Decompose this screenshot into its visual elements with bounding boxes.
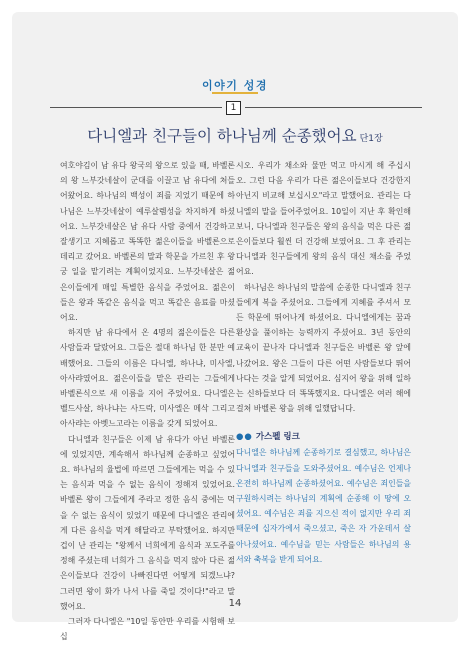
gospel-link-title: 가스펠 링크 [255, 432, 300, 443]
scripture-reference: 단1장 [359, 134, 383, 144]
paragraph: 하나님은 하나님의 말씀에 순종한 다니엘과 친구들에게 복을 주셨어요. 그들에게 지혜를 주셔서 모든 학문에 뛰어나게 하셨어요. 다니엘에게는 꿈과 환상을 풀이하는 능력까지 주셨어요. 3년 동안의 교육이 끝나자 다니엘과 친구들은 바벨론 왕 앞에 나갔어요. 왕은 그들이 다른 어떤 사람들보다 뛰어나다는 것을 알게 되었어요. 심지어 왕을 위해 일하는 신하들보다 더 똑똑했지요. 다니엘은 여러 해에 걸쳐 바벨론 왕을 위해 일했답니다. [236, 282, 411, 414]
page-number: 14 [228, 598, 242, 609]
paragraph: 시오. 우리가 채소와 물만 먹고 마시게 해 주십시오. 그런 다음 우리가 다른 젊은이들보다 건강한지 아닌지 비교해 보십시오"라고 말했어요. 관리는 다니엘의 말을 들어주었어요. 10일이 지난 후 확인해 보니, 다니엘과 친구들은 왕의 음식을 먹은 다른 젊은이들보다 훨씬 더 건강해 보였어요. 그 후 관리는 다니엘과 친구들에게 왕의 음식 대신 채소를 주었어요. [236, 161, 411, 277]
chapter-rule-right [245, 107, 422, 108]
story-title-text: 다니엘과 친구들이 하나님께 순종했어요 [87, 127, 357, 145]
bullet-dots-icon: ●● [236, 432, 253, 443]
section-label: 이야기 성경 [202, 79, 268, 92]
gospel-link-text: 다니엘은 하나님께 순종하기로 결심했고, 하나님은 다니엘과 친구들을 도와주셨어요. 예수님은 언제나 온전히 하나님께 순종하셨어요. 예수님은 죄인들을 구원하시려는 하나님의 계획에 순종해 이 땅에 오셨어요. 예수님은 죄를 지으신 적이 없지만 우리 죄 때문에 십자가에서 죽으셨고, 죽은 자 가운데서 살아나셨어요. 예수님을 믿는 사람들은 하나님의 용서와 축복을 받게 되어요. [236, 448, 411, 564]
right-column [236, 158, 411, 567]
paragraph: 다니엘과 친구들은 이제 남 유다가 아닌 바벨론에 있었지만, 계속해서 하나님께 순종하고 싶었어요. 하나님의 율법에 따르면 그들에게는 먹을 수 있는 음식과 먹을 수 없는 음식이 정해져 있었어요. 바벨론 왕이 그들에게 주라고 정한 음식 중에는 먹을 수 없는 음식이 있었기 때문에 다니엘은 관리에게 다른 음식을 먹게 해달라고 부탁했어요. 하지만 겁이 난 관리는 "왕께서 너희에게 음식과 포도주를 정해 주셨는데 너희가 그 음식을 먹지 않아 다른 젊은이들보다 건강이 나빠진다면 어떻게 되겠느냐? 그러면 왕이 화가 나서 나를 죽일 것이다!"라고 말했어요. [60, 434, 235, 611]
chapter-rule-left [50, 107, 222, 108]
section-underline [212, 92, 258, 94]
story-title [0, 124, 470, 146]
chapter-number-badge: 1 [226, 101, 241, 115]
left-column [60, 158, 235, 645]
paragraph: 여호야김이 남 유다 왕국의 왕으로 있을 때, 바벨론의 왕 느부갓네살이 군대를 이끌고 남 유다에 쳐들어왔어요. 하나님의 백성이 죄를 지었기 때문에 하나님은 느부갓네살이 예루살렘성을 차지하게 하셨어요. 느부갓네살은 남 유다 사람 중에서 건강하고 잘생기고 지혜롭고 똑똑한 젊은이들을 바벨론으로 데리고 갔어요. 바벨론의 말과 학문을 가르친 후 왕궁 일을 맡기려는 계획이었지요. 느부갓네살은 젊은이들에게 매일 특별한 음식을 주었어요. 젊은이들은 왕과 똑같은 음식을 먹고 똑같은 음료를 마셨어요. [60, 161, 235, 323]
paragraph: 하지만 남 유다에서 온 4명의 젊은이들은 다른 사람들과 달랐어요. 그들은 절대 하나님 한 분만 예배했어요. 그들의 이름은 다니엘, 하나냐, 미사엘, 아사랴였어요. 젊은이들을 맡은 관리는 그들에게 바벨론식으로 새 이름을 지어 주었어요. 다니엘은 벨드사살, 하나냐는 사드락, 미사엘은 메삭 그리고 아사랴는 아벳느고라는 이름을 갖게 되었어요. [60, 328, 235, 429]
gospel-link-heading [236, 430, 411, 445]
paragraph: 그러자 다니엘은 "10일 동안만 우리를 시험해 보십 [60, 617, 235, 642]
